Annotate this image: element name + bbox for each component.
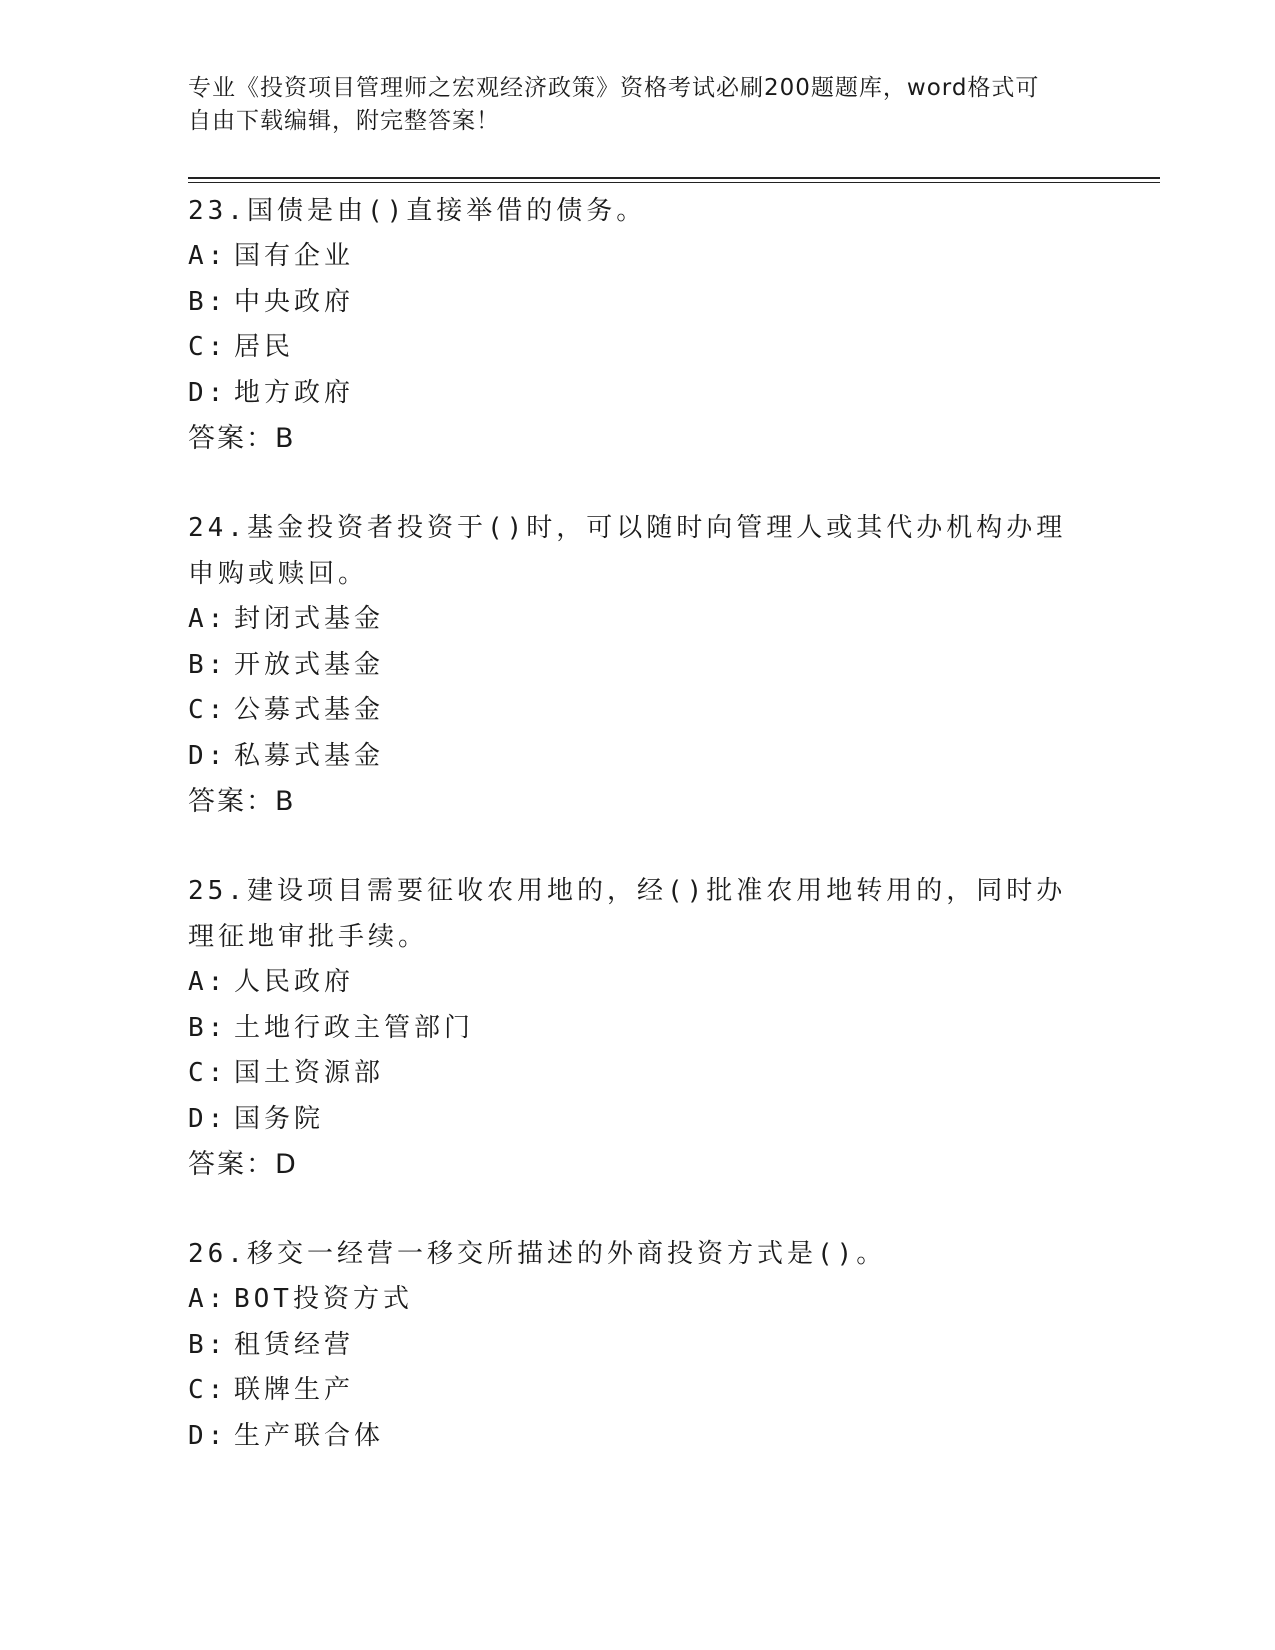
question-text: 26.移交一经营一移交所描述的外商投资方式是()。	[188, 1239, 887, 1269]
option-text: 国土资源部	[234, 1058, 385, 1088]
option-b	[188, 1323, 1088, 1369]
option-label: A:	[188, 1284, 228, 1314]
option-label: A:	[188, 967, 228, 997]
option-d	[188, 1097, 1088, 1143]
answer-text: 答案：B	[188, 423, 296, 454]
question-list	[188, 188, 1088, 1502]
option-d	[188, 734, 1088, 780]
option-c	[188, 1368, 1088, 1414]
option-label: A:	[188, 241, 228, 271]
question-23	[188, 188, 1088, 462]
option-a	[188, 234, 1088, 280]
option-label: D:	[188, 1103, 228, 1134]
option-label: B:	[188, 1012, 228, 1043]
header-line-1: 专业《投资项目管理师之宏观经济政策》资格考试必刷200题题库，word格式可	[188, 75, 1040, 101]
question-25	[188, 868, 1088, 1188]
option-b	[188, 280, 1088, 326]
option-label: C:	[188, 1375, 228, 1405]
option-label: C:	[188, 332, 228, 362]
question-text: 23.国债是由()直接举借的债务。	[188, 196, 647, 226]
document-header	[188, 72, 1088, 138]
option-text: 公募式基金	[234, 695, 385, 725]
option-text: 国有企业	[234, 241, 355, 271]
answer-text: 答案：D	[188, 1149, 298, 1180]
option-label: B:	[188, 1329, 228, 1360]
option-text: 土地行政主管部门	[234, 1012, 475, 1043]
option-b	[188, 1006, 1088, 1052]
option-label: B:	[188, 649, 228, 680]
header-line-2: 自由下载编辑，附完整答案！	[188, 108, 500, 134]
option-b	[188, 643, 1088, 689]
option-label: D:	[188, 740, 228, 771]
option-text: BOT投资方式	[234, 1284, 413, 1314]
option-c	[188, 688, 1088, 734]
question-26	[188, 1231, 1088, 1459]
option-a	[188, 597, 1088, 643]
option-c	[188, 1051, 1088, 1097]
option-text: 封闭式基金	[234, 604, 385, 634]
option-label: D:	[188, 377, 228, 408]
option-label: C:	[188, 1058, 228, 1088]
option-label: D:	[188, 1420, 228, 1451]
answer-text: 答案：B	[188, 786, 296, 817]
option-text: 私募式基金	[234, 740, 385, 771]
option-d	[188, 371, 1088, 417]
option-c	[188, 325, 1088, 371]
question-text: 24.基金投资者投资于()时，可以随时向管理人或其代办机构办理申购或赎回。	[188, 513, 1067, 589]
option-label: A:	[188, 604, 228, 634]
option-text: 国务院	[234, 1103, 325, 1134]
option-label: B:	[188, 286, 228, 317]
option-text: 中央政府	[234, 286, 355, 317]
question-24	[188, 505, 1088, 825]
option-text: 租赁经营	[234, 1329, 355, 1360]
option-text: 联牌生产	[234, 1375, 355, 1405]
option-text: 生产联合体	[234, 1420, 385, 1451]
header-divider-thin	[188, 182, 1160, 183]
option-a	[188, 960, 1088, 1006]
option-text: 地方政府	[234, 377, 355, 408]
option-text: 开放式基金	[234, 649, 385, 680]
header-divider-thick	[188, 177, 1160, 179]
option-d	[188, 1414, 1088, 1460]
option-a	[188, 1277, 1088, 1323]
option-text: 居民	[234, 332, 295, 362]
option-label: C:	[188, 695, 228, 725]
question-text: 25.建设项目需要征收农用地的，经()批准农用地转用的，同时办理征地审批手续。	[188, 876, 1067, 952]
option-text: 人民政府	[234, 967, 355, 997]
